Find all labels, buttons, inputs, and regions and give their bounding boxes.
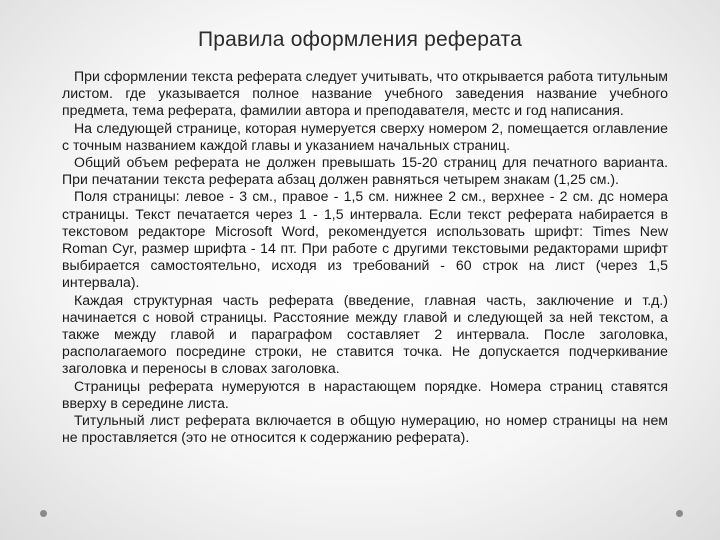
slide-body bbox=[62, 68, 668, 446]
paragraph-volume: Общий объем реферата не должен превышать 15-20 страниц для печатного варианта. При печатании текста реферата абзац должен равняться четырем знакам (1,25 см.). bbox=[62, 154, 668, 188]
paragraph-structure: Каждая структурная часть реферата (введение, главная часть, заключение и т.д.) начинается с новой страницы. Расстояние между главой и следующей за ней текстом, а также между главой и параграфом составляет 2 интервала. После заголовка, располагаемого посредине строки, не ставится точка. Не допускается подчеркивание заголовка и переносы в словах заголовка. bbox=[62, 291, 668, 377]
paragraph-table-of-contents: На следующей странице, которая нумеруется сверху номером 2, помещается оглавление с точным названием каждой главы и указанием начальных страниц. bbox=[62, 119, 668, 153]
paragraph-title-page: При сформлении текста реферата следует учитывать, что открывается работа титульным листом. где указывается полное название учебного заведения название учебного предмета, тема реферата, фамилии автора и преподавателя, местс и год написания. bbox=[62, 68, 668, 119]
decorative-dot-left bbox=[40, 510, 47, 517]
slide-title: Правила оформления реферата bbox=[198, 28, 522, 51]
paragraph-margins-font: Поля страницы: левое - 3 см., правое - 1,5 см. нижнее 2 см., верхнее - 2 см. дс номера страницы. Текст печатается через 1 - 1,5 интервала. Если текст реферата набирается в текстовом редакторе Microsoft Word, рекомендуется использовать шрифт: Times New Roman Cyr, размер шрифта - 14 пт. При работе с другими текстовыми редакторами шрифт выбирается самостоятельно, исходя из требований - 60 строк на лист (через 1,5 интервала). bbox=[62, 188, 668, 291]
decorative-dot-right bbox=[676, 510, 683, 517]
paragraph-title-page-numbering: Титульный лист реферата включается в общую нумерацию, но номер страницы на нем не проставляется (это не относится к содержанию реферата). bbox=[62, 412, 668, 446]
paragraph-page-numbering: Страницы реферата нумеруются в нарастающем порядке. Номера страниц ставятся вверху в середине листа. bbox=[62, 377, 668, 411]
